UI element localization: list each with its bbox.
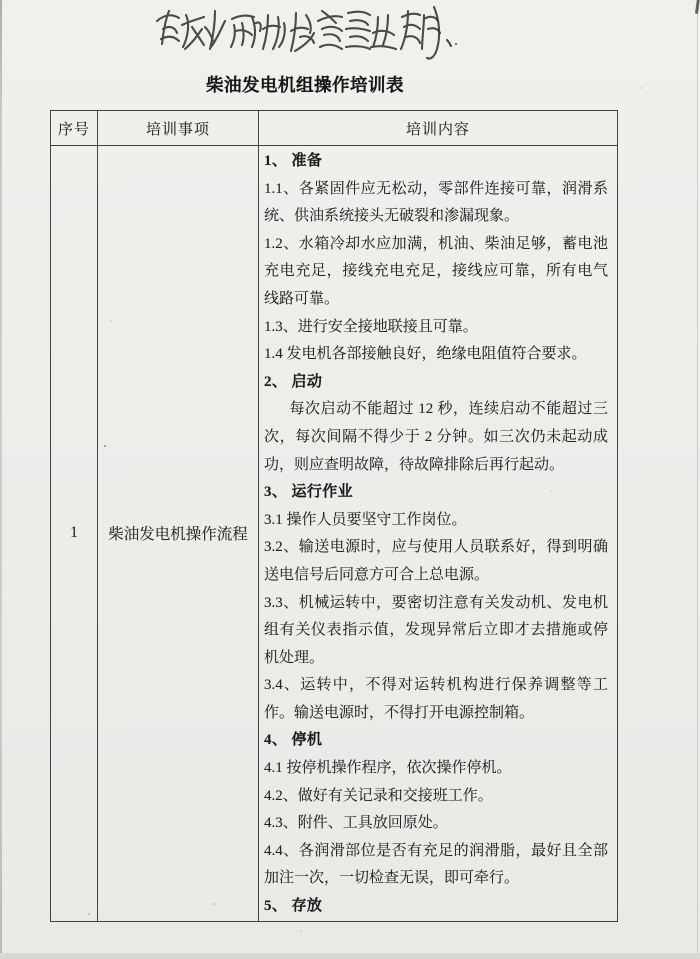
content-entry: 4.2、做好有关记录和交接班工作。 [264,787,493,804]
row-index: 1 [51,146,98,922]
header-row [51,111,618,146]
content-entry: 每次启动不能超过 12 秒，连续启动不能超过三次，每次间隔不得少于 2 分钟。如三次仍未起动成功，则应查明故障，待故障排除后再行起动。 [264,401,608,473]
content-entry: 1.3、进行安全接地联接且可靠。 [264,318,478,335]
col-header-item: 培训事项 [98,111,259,146]
content-entry: 4.1 按停机操作程序，依次操作停机。 [264,760,512,777]
section-heading: 5、 存放 [264,898,323,915]
scan-edge-left [0,0,2,959]
row-training-content [259,146,618,922]
section-heading: 4、 停机 [264,732,323,749]
content-entry: 3.1 操作人员要坚守工作岗位。 [264,511,467,528]
content-entry: 3.2、输送电源时，应与使用人员联系好，得到明确送电信号后同意方可合上总电源。 [264,539,608,583]
section-heading: 1、 准备 [264,153,323,169]
content-entry: 3.4、运转中，不得对运转机构进行保养调整等工作。输送电源时，不得打开电源控制箱。 [264,677,608,721]
row-training-item: 柴油发电机操作流程 [98,146,259,922]
content-entry: 1.4 发电机各部接触良好，绝缘电阻值符合要求。 [264,346,587,363]
content-entry: 1.1、各紧固件应无松动，零部件连接可靠，润滑系统、供油系统接头无破裂和渗漏现象。 [264,180,608,225]
page-title: 柴油发电机组操作培训表 [206,75,404,95]
content-entry: 3.3、机械运转中，要密切注意有关发动机、发电机组有关仪表指示值，发现异常后立即才去措施或停机处理。 [264,594,608,666]
scan-corner-mark [695,0,700,14]
scan-edge-right [697,0,698,959]
section-heading: 2、 启动 [264,373,323,390]
col-header-content: 培训内容 [259,111,618,146]
training-table [50,110,618,922]
scan-edge-bottom [0,953,700,959]
handwriting-strokes [152,2,458,64]
section-heading: 3、 运行作业 [264,484,354,501]
col-header-index: 序号 [51,111,98,146]
content-entry: 1.2、水箱冷却水应加满，机油、柴油足够，蓄电池充电充足，接线充电充足，接线应可靠，所有电气线路可靠。 [264,235,608,307]
content-entry: 4.3、附件、工具放回原处。 [264,815,448,832]
table-row [51,146,618,922]
handwritten-company-name [152,2,458,64]
content-entry: 4.4、各润滑部位是否有充足的润滑脂，最好且全部加注一次，一切检查无误，即可牵行。 [264,842,608,887]
